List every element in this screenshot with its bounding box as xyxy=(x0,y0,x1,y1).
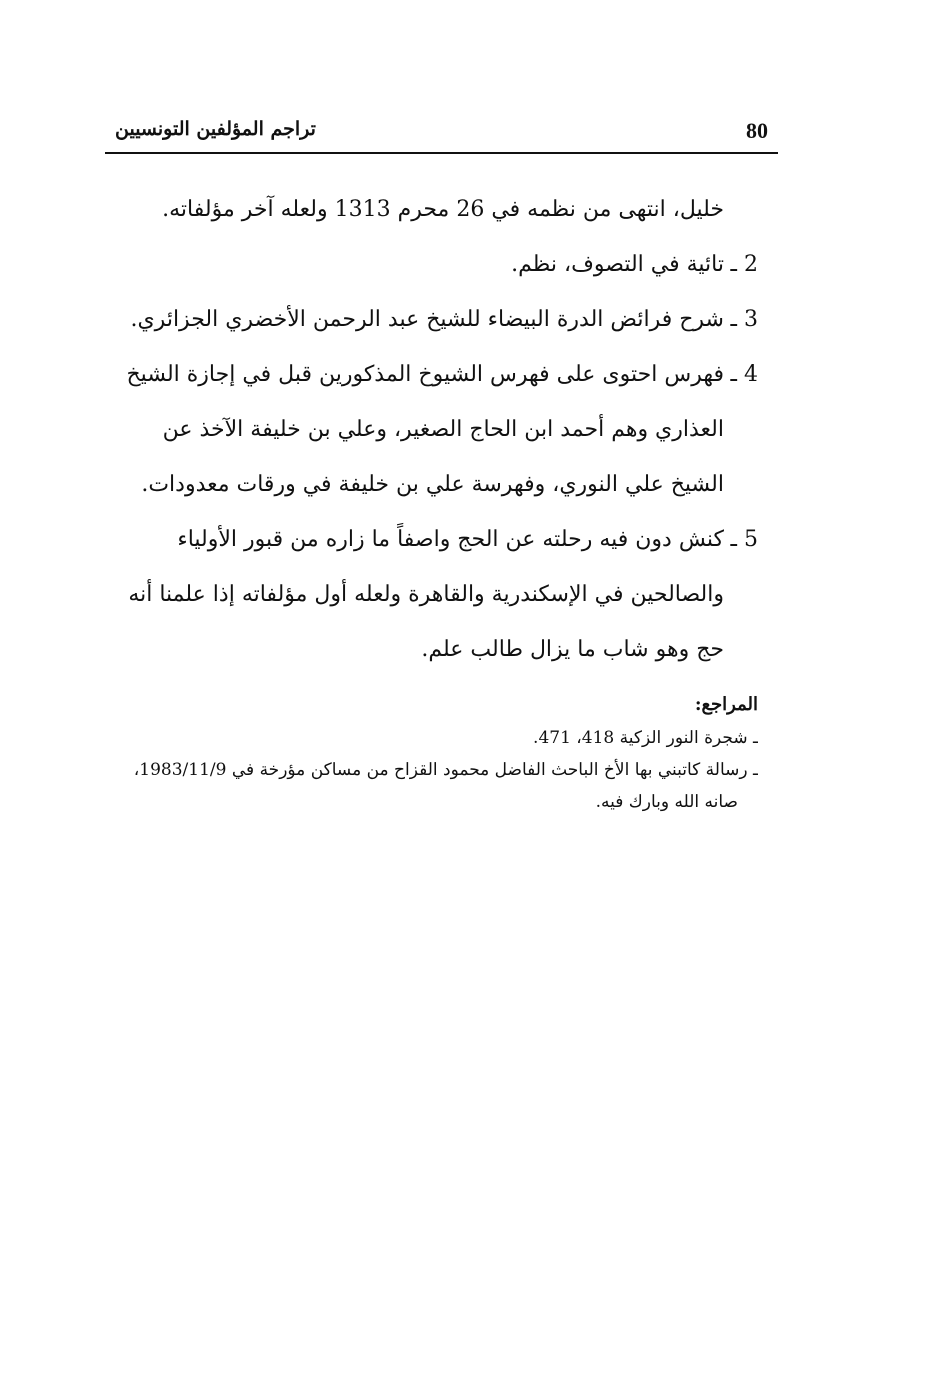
reference-entry: ـ رسالة كاتبني بها الأخ الباحث الفاضل محمود القزاح من مساكن مؤرخة في 1983/11/9، xyxy=(133,760,758,780)
intro-line: خليل، انتهى من نظمه في 26 محرم 1313 ولعله آخر مؤلفاته. xyxy=(162,197,724,222)
item-text: شرح فرائض الدرة البيضاء للشيخ عبد الرحمن الأخضري الجزائري. xyxy=(130,307,724,332)
list-item-4 xyxy=(100,347,758,512)
item-number: 2 ـ xyxy=(730,252,758,277)
item-text: كنش دون فيه رحلته عن الحج واصفاً ما زاره من قبور الأولياء xyxy=(177,527,724,552)
list-item-3 xyxy=(100,292,758,347)
item-text: العذاري وهم أحمد ابن الحاج الصغير، وعلي بن خليفة الآخذ عن xyxy=(162,417,724,442)
item-text: الشيخ علي النوري، وفهرسة علي بن خليفة في ورقات معدودات. xyxy=(141,472,724,497)
reference-entry: ـ شجرة النور الزكية 418، 471. xyxy=(533,728,758,748)
list-item-2 xyxy=(100,237,758,292)
item-text: حج وهو شاب ما يزال طالب علم. xyxy=(421,637,724,662)
item-text: والصالحين في الإسكندرية والقاهرة ولعله أول مؤلفاته إذا علمنا أنه xyxy=(128,582,724,607)
page-number: 80 xyxy=(746,118,768,143)
item-text: تائية في التصوف، نظم. xyxy=(511,252,724,277)
item-number: 3 ـ xyxy=(730,307,758,332)
item-text: فهرس احتوى على فهرس الشيوخ المذكورين قبل في إجازة الشيخ xyxy=(126,362,724,387)
references-section xyxy=(100,688,758,818)
body-text xyxy=(100,182,758,677)
page-header xyxy=(105,112,778,154)
item-number: 5 ـ xyxy=(730,527,758,552)
item-number: 4 ـ xyxy=(730,362,758,387)
reference-entry-continuation: صانه الله وبارك فيه. xyxy=(595,792,738,812)
references-heading: المراجع: xyxy=(694,694,758,715)
list-item-5 xyxy=(100,512,758,677)
running-title: تراجم المؤلفين التونسيين xyxy=(115,118,316,140)
